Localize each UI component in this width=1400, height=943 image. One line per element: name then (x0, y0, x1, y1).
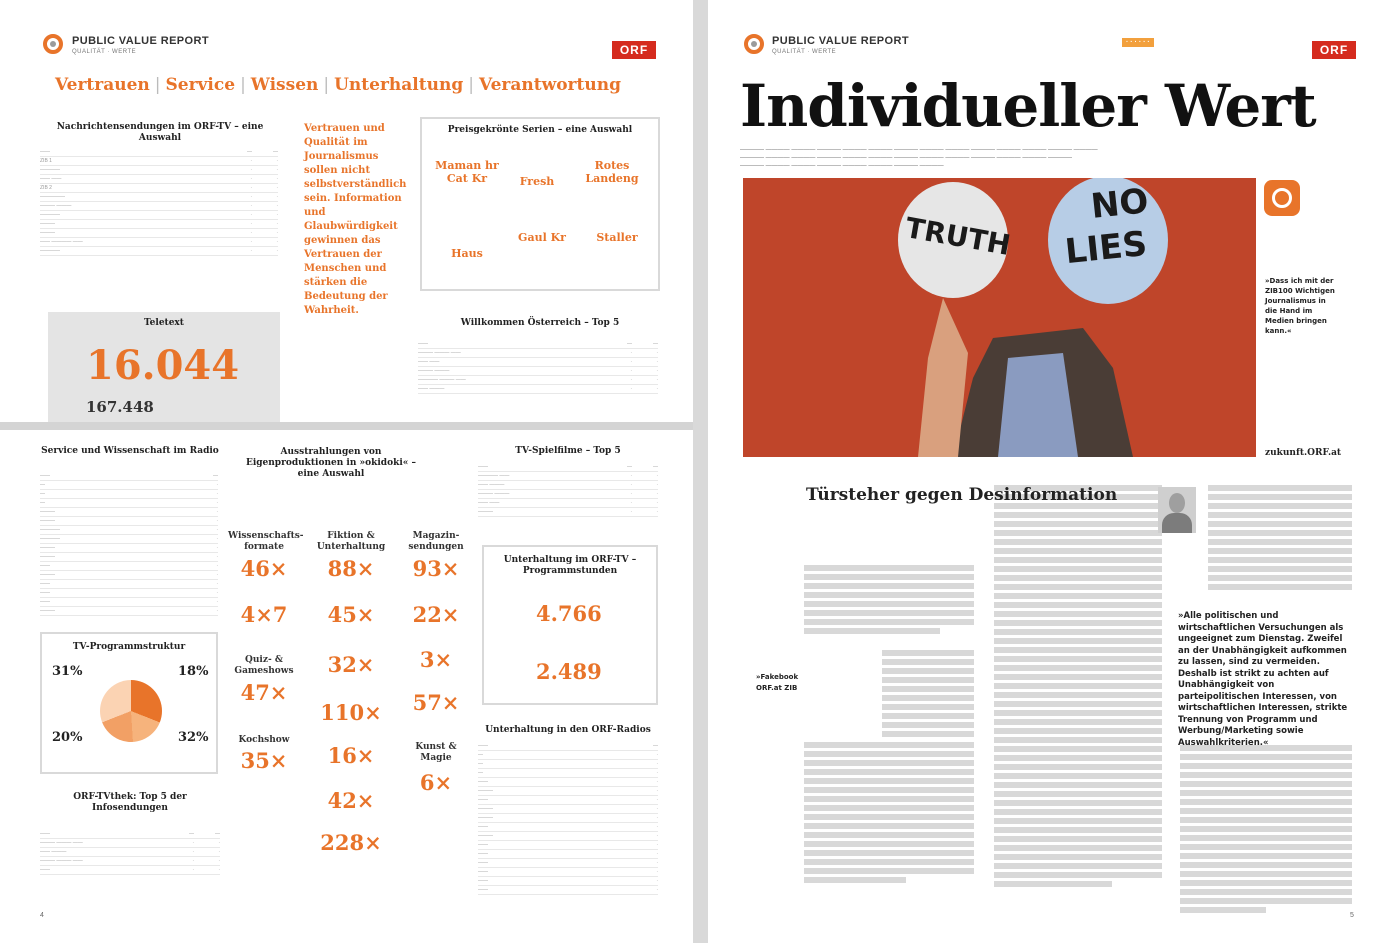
sign-no: NO (1089, 181, 1151, 227)
format-head: Magazin-sendungen (408, 531, 464, 552)
hero-photo (743, 178, 1256, 457)
tvthek-title: ORF-TVthek: Top 5 der Infosendungen (73, 792, 187, 813)
series-item: Gaul Kr (518, 231, 566, 244)
category-bar: Vertrauen | Service | Wissen | Unterhaltung | Verantwortung (55, 75, 621, 95)
sign-lies: LIES (1063, 223, 1149, 273)
text-column (804, 565, 974, 637)
unterhaltung-radio-table: —— — — · — · — · —— · ——— · —— · ——— · ——— · —— · ——— · —— · —— · —— · —— · —— · —— · (478, 743, 658, 893)
report-title: PUBLIC VALUE REPORT (72, 35, 209, 47)
series-box (420, 117, 660, 291)
teletext-small-number: 167.448 (86, 398, 154, 416)
format-number: 35× (240, 748, 288, 773)
grey-band (0, 422, 693, 430)
left-page (0, 0, 693, 943)
unterhaltung-tv-title: Unterhaltung im ORF-TV – Programmstunden (503, 555, 637, 576)
format-number: 93× (412, 556, 460, 581)
series-item: Rotes Landeng (585, 159, 639, 185)
orange-quote: Vertrauen und Qualität im Journalismus sollen nicht selbstverständlich sein. Information und Glaubwürdigkeit gewinnen das Vertrauen der Menschen und stärken die Bedeutung der Wahrheit. (304, 123, 407, 316)
category-trust: Vertrauen (55, 75, 150, 95)
willkommen-table: —— — — ——— ——— —— · · —— —— · · ——— ——— · · ———— ——— —— · · —— ——— · · (418, 341, 658, 392)
format-number: 32× (327, 652, 375, 677)
text-column (1208, 485, 1352, 593)
series-item: Staller (596, 231, 638, 244)
side-quote: »Dass ich mit der ZIB100 Wichtigen Journalismus in die Hand im Medien bringen kann.« (1265, 277, 1335, 335)
text-column (994, 485, 1162, 890)
pct-label: 18% (178, 664, 209, 679)
hours-number: 4.766 (536, 601, 602, 626)
text-column (882, 650, 974, 740)
format-number: 47× (240, 680, 288, 705)
text-column (1180, 745, 1352, 916)
pct-label: 20% (52, 730, 83, 745)
app-icon (1264, 180, 1300, 216)
format-number: 22× (412, 602, 460, 627)
author-photo (1158, 487, 1196, 533)
format-head: Kochshow (238, 735, 290, 745)
teletext-box (48, 312, 280, 422)
unterhaltung-radio-title: Unterhaltung in den ORF-Radios (485, 725, 651, 735)
report-logo-icon (43, 34, 63, 54)
teletext-title: Teletext (144, 318, 184, 328)
news-table: —— — — ZIB 1 · · ———— · · —— —— · · ZIB 2 · · ————— · · ——— ——— · · ———— · · ——— · · ——— · · —— ———— —— · · ———— · · (40, 149, 278, 254)
report-subtitle: QUALITÄT · WERTE (772, 49, 837, 55)
year-badge: · · · · · · (1122, 38, 1154, 47)
format-number: 88× (327, 556, 375, 581)
right-page (708, 0, 1400, 943)
format-head: Fiktion & Unterhaltung (316, 531, 386, 552)
format-number: 57× (412, 690, 460, 715)
lead-text: ———— ———— ———— ———— ———— ———— ———— ———— ———— ———— ———— ———— ———— ———— ———— ———— ———— ———— ———— ———— ———— ———— ———— ———— ———— ———— ———— ———— ———— ———— ———— ———— ———— ———— ———— (740, 147, 1098, 169)
teletext-big-number: 16.044 (86, 342, 240, 389)
series-item: Haus (451, 247, 483, 260)
radio-title: Service und Wissenschaft im Radio (41, 446, 219, 456)
willkommen-title: Willkommen Österreich – Top 5 (460, 318, 620, 328)
report-subtitle: QUALITÄT · WERTE (72, 49, 137, 55)
format-number: 46× (240, 556, 288, 581)
programm-pie (100, 680, 162, 742)
sign-truth: TRUTH (902, 211, 1013, 262)
tvspielfilme-title: TV-Spielfilme – Top 5 (515, 446, 621, 456)
orf-logo: ORF (1312, 41, 1356, 59)
category-responsibility: Verantwortung (478, 75, 621, 95)
format-number: 6× (419, 770, 453, 795)
unterhaltung-tv-box (482, 545, 658, 705)
format-number: 42× (327, 788, 375, 813)
pct-label: 32% (178, 730, 209, 745)
format-head: Wissenschafts-formate (228, 531, 304, 552)
article-title: Türsteher gegen Desinformation (806, 485, 1118, 505)
series-item: Fresh (519, 175, 555, 188)
report-logo-icon (744, 34, 764, 54)
hours-number: 2.489 (536, 659, 602, 684)
orf-logo: ORF (612, 41, 656, 59)
page-number: 4 (40, 912, 44, 919)
eigen-title: Ausstrahlungen von Eigenproduktionen in »okidoki« – eine Auswahl (245, 447, 417, 479)
format-number: 110× (320, 700, 382, 725)
tvspielfilme-table: —— — — ———— —— · · —— ——— · · ——— ——— · · —— —— · · ——— · · (478, 464, 658, 515)
fakebook-label: »Fakebook ORF.at ZIB (756, 673, 799, 692)
format-number: 45× (327, 602, 375, 627)
category-entertainment: Unterhaltung (334, 75, 464, 95)
format-number: 16× (327, 743, 375, 768)
side-link[interactable]: zukunft.ORF.at (1265, 448, 1342, 458)
tvthek-table: —— — — ——— ——— —— · · —— ——— · · ——— ——— —— · · —— · · (40, 831, 220, 873)
text-column (804, 742, 974, 886)
format-number: 4×7 (240, 602, 288, 627)
headline: Individueller Wert (740, 72, 1316, 140)
programm-box (40, 632, 218, 774)
series-item: Maman hr Cat Kr (435, 159, 499, 185)
category-knowledge: Wissen (250, 75, 319, 95)
page-number: 5 (1350, 912, 1354, 919)
format-number: 3× (419, 647, 453, 672)
news-title: Nachrichtensendungen im ORF-TV – eine Auswahl (56, 122, 264, 143)
radio-table: —— — — · — · — · ——— · ——— · ———— · ———— · ——— · ——— · —— · ——— · —— · —— · —— · ——— · (40, 473, 218, 614)
programm-title: TV-Programmstruktur (72, 642, 186, 652)
format-head: Kunst & Magie (415, 742, 457, 763)
series-title: Preisgekrönte Serien – eine Auswahl (447, 125, 633, 135)
format-head: Quiz- & Gameshows (234, 655, 294, 676)
pct-label: 31% (52, 664, 83, 679)
format-number: 228× (320, 830, 382, 855)
report-title: PUBLIC VALUE REPORT (772, 35, 909, 47)
pull-quote: »Alle politischen und wirtschaftlichen Versuchungen als ungeeignet zum Dienstag. Zweifel an der Unabhängigkeit aufkommen zu lassen, sind zu vermeiden. Deshalb ist strikt zu achten auf Unabhängigkeit von parteipolitischen Interessen, von wirtschaftlichen Interessen, strikte Trennung von Programm und Werbung/Marketing sowie Auswahlkriterien.« (1178, 611, 1348, 748)
category-service: Service (165, 75, 236, 95)
